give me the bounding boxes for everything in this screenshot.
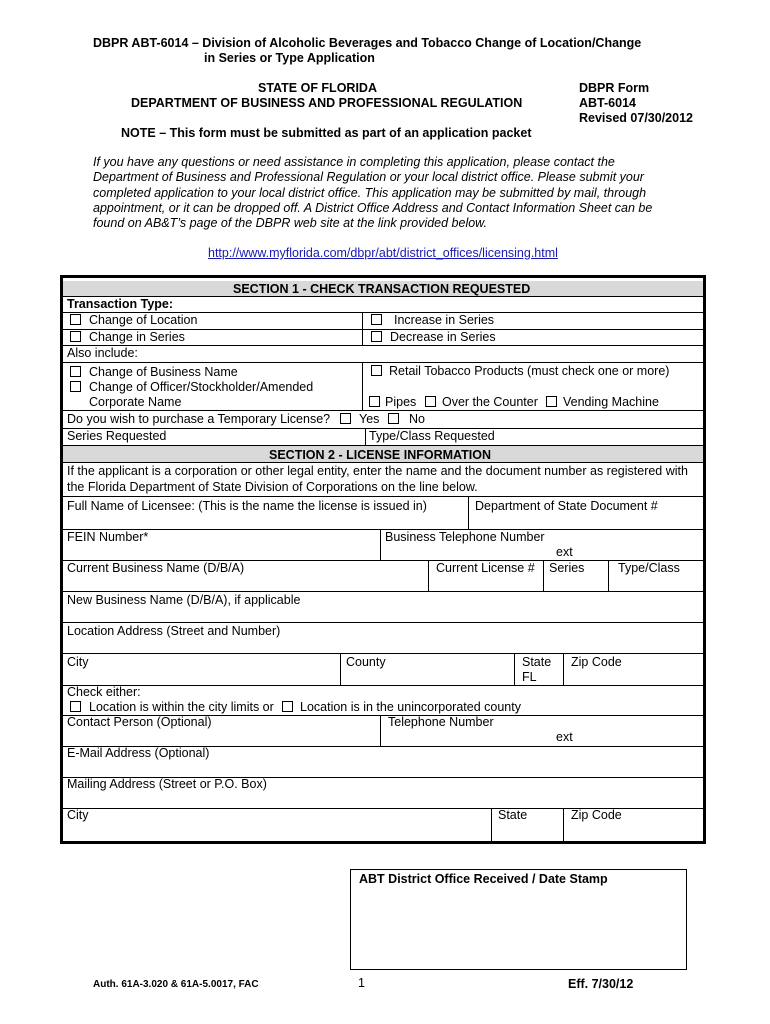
decrease-series-label: Decrease in Series [390,330,496,344]
within-city-checkbox[interactable] [70,701,81,712]
form-title-line1: DBPR ABT-6014 – Division of Alcoholic Beverages and Tobacco Change of Location/Change [93,36,642,50]
temp-license-no-checkbox[interactable] [388,413,399,424]
full-name-licensee-field[interactable]: Full Name of Licensee: (This is the name the license is issued in) [67,499,427,513]
contact-person-field[interactable]: Contact Person (Optional) [67,715,212,729]
decrease-series-checkbox[interactable] [371,331,382,342]
section2-instruction-line2: the Florida Department of State Division of Corporations on the line below. [67,480,478,494]
email-field[interactable]: E-Mail Address (Optional) [67,746,210,760]
state-field-value: FL [522,670,537,684]
transaction-type-label: Transaction Type: [67,297,174,311]
temp-license-yes-label: Yes [359,412,380,426]
mailing-zip-field[interactable]: Zip Code [571,808,622,822]
packet-note: NOTE – This form must be submitted as part of an application packet [121,126,532,140]
date-stamp-label: ABT District Office Received / Date Stamp [359,872,608,886]
change-business-name-label: Change of Business Name [89,365,238,379]
telephone-ext: ext [556,730,573,744]
series-requested-field[interactable]: Series Requested [67,429,167,443]
page-number: 1 [358,976,365,990]
unincorporated-checkbox[interactable] [282,701,293,712]
intro-line: If you have any questions or need assistance in completing this application, please contact the [93,155,615,169]
type-class-requested-field[interactable]: Type/Class Requested [369,429,495,443]
change-location-label: Change of Location [89,313,198,327]
intro-line: completed application to your local district office. This application may be submitted by mail, through [93,185,647,200]
section2-title: SECTION 2 - LICENSE INFORMATION [269,448,491,462]
dos-document-field[interactable]: Department of State Document # [475,499,658,513]
current-license-field[interactable]: Current License # [436,561,535,575]
over-counter-label: Over the Counter [442,395,538,409]
business-phone-field[interactable]: Business Telephone Number [385,530,545,544]
change-location-checkbox[interactable] [70,314,81,325]
zip-code-field[interactable]: Zip Code [571,655,622,669]
change-business-name-checkbox[interactable] [70,366,81,377]
county-field[interactable]: County [346,655,386,669]
department-name: DEPARTMENT OF BUSINESS AND PROFESSIONAL REGULATION [131,96,523,110]
unincorporated-label: Location is in the unincorporated county [300,700,521,714]
effective-date: Eff. 7/30/12 [568,977,634,991]
vending-machine-label: Vending Machine [563,395,659,409]
increase-series-checkbox[interactable] [371,314,382,325]
temp-license-question: Do you wish to purchase a Temporary License? [67,412,331,426]
district-offices-link[interactable]: http://www.myflorida.com/dbpr/abt/district_offices/licensing.html [208,246,558,260]
state-name: STATE OF FLORIDA [258,81,377,95]
pipes-label: Pipes [385,395,417,409]
mailing-address-field[interactable]: Mailing Address (Street or P.O. Box) [67,777,267,791]
change-officer-checkbox[interactable] [70,381,81,392]
intro-line: appointment, or it can be dropped off. A District Office Address and Contact Information Sheet can be [93,200,653,215]
state-field-label: State [522,655,552,669]
over-counter-checkbox[interactable] [425,396,436,407]
change-officer-label-line2: Corporate Name [89,395,182,409]
new-business-name-field[interactable]: New Business Name (D/B/A), if applicable [67,593,301,607]
within-city-label: Location is within the city limits or [89,700,274,714]
revised-date: Revised 07/30/2012 [579,111,693,125]
temp-license-yes-checkbox[interactable] [340,413,351,424]
retail-tobacco-checkbox[interactable] [371,365,382,376]
check-either-label: Check either: [67,685,141,699]
intro-paragraph [93,155,652,231]
change-series-checkbox[interactable] [70,331,81,342]
current-business-name-field[interactable]: Current Business Name (D/B/A) [67,561,245,575]
fein-field[interactable]: FEIN Number* [67,530,149,544]
pipes-checkbox[interactable] [369,396,380,407]
location-address-field[interactable]: Location Address (Street and Number) [67,624,281,638]
date-stamp-box [350,869,687,970]
series-field[interactable]: Series [549,561,585,575]
section2-instruction-line1: If the applicant is a corporation or other legal entity, enter the name and the document number as registered with [67,464,688,478]
increase-series-label: Increase in Series [394,313,495,327]
retail-tobacco-label: Retail Tobacco Products (must check one or more) [389,364,670,378]
section1-title: SECTION 1 - CHECK TRANSACTION REQUESTED [233,282,531,296]
change-series-label: Change in Series [89,330,185,344]
temp-license-no-label: No [409,412,425,426]
mailing-city-field[interactable]: City [67,808,89,822]
application-form [60,275,706,844]
city-field[interactable]: City [67,655,89,669]
type-class-field[interactable]: Type/Class [618,561,680,575]
telephone-field[interactable]: Telephone Number [388,715,494,729]
vending-machine-checkbox[interactable] [546,396,557,407]
mailing-state-field[interactable]: State [498,808,528,822]
intro-line: Department of Business and Professional Regulation or your local district office. Please submit your [93,170,644,185]
authority-citation: Auth. 61A-3.020 & 61A-5.0017, FAC [93,979,259,990]
form-title-line2: in Series or Type Application [204,51,375,65]
business-phone-ext: ext [556,545,573,559]
intro-line: found on AB&T’s page of the DBPR web site at the link provided below. [93,216,487,231]
form-label: DBPR Form [579,81,650,95]
form-number: ABT-6014 [579,96,636,110]
also-include-label: Also include: [67,346,138,360]
change-officer-label-line1: Change of Officer/Stockholder/Amended [89,380,314,394]
